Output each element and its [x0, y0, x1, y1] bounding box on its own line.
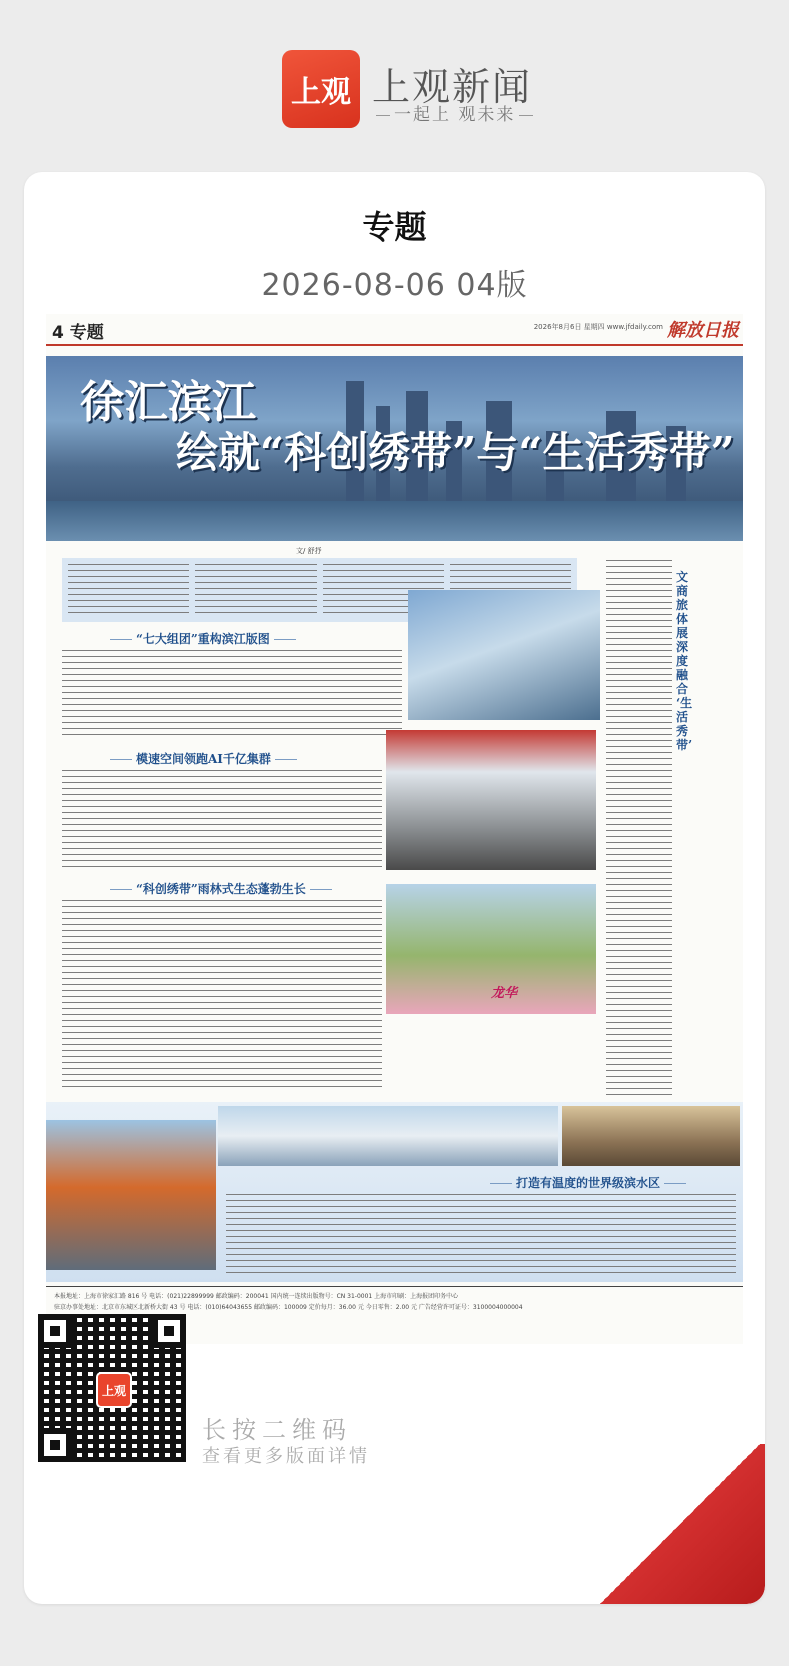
hero-photo	[46, 356, 743, 541]
subhead-4	[486, 1174, 690, 1191]
slogan-text: 一起上 观未来	[394, 105, 516, 125]
text-block	[62, 770, 382, 870]
text-block	[62, 650, 402, 740]
intro-text-column	[195, 564, 316, 616]
byline: 文/ 舒抒	[296, 547, 322, 555]
photo-riverside-crowd	[46, 1120, 216, 1270]
subhead-text: “七大组团”重构滨江版图	[136, 632, 270, 646]
subhead-1	[106, 630, 300, 647]
masthead-logo: 解放日报	[667, 320, 739, 341]
page-label: 4 专题	[52, 323, 104, 343]
subhead-text: 模速空间领跑AI千亿集群	[136, 752, 271, 766]
qr-hint-subtitle: 查看更多版面详情	[202, 1446, 370, 1467]
app-header	[0, 0, 789, 160]
paper-footer	[46, 1286, 743, 1317]
river	[46, 501, 743, 541]
app-name: 上观新闻	[372, 65, 533, 109]
app-logo-text: 上观	[291, 75, 351, 110]
app-logo	[282, 50, 360, 128]
qr-code[interactable]	[38, 1314, 186, 1462]
qr-finder	[38, 1428, 72, 1462]
rule	[490, 1183, 512, 1184]
intro-text-column	[68, 564, 189, 616]
photo-riverside-building	[218, 1106, 558, 1166]
edition-date: 2026-08-06 04版	[261, 268, 528, 303]
decorative-corner	[595, 1444, 765, 1604]
qr-finder	[152, 1314, 186, 1348]
rule	[310, 889, 332, 890]
rule	[664, 1183, 686, 1184]
subhead-text: 打造有温度的世界级滨水区	[516, 1176, 661, 1190]
subhead-text: “科创绣带”雨林式生态蓬勃生长	[136, 882, 306, 896]
headline-line2: 绘就“科创绣带”与“生活秀带”	[176, 428, 735, 477]
qr-hint-title: 长按二维码	[202, 1416, 352, 1444]
photo-waterfront-building	[408, 590, 600, 720]
footer-line: 本报地址：上海市徐家汇路 816 号 电话：(021)22899999 邮政编码：200041 国内统一连续出版物号：CN 31-0001 上海市印刷：上海报团印务中心	[54, 1293, 459, 1300]
photo-meeting	[562, 1106, 740, 1166]
rule	[110, 639, 132, 640]
right-text-column	[606, 560, 672, 1100]
app-slogan	[372, 100, 537, 125]
rule	[110, 889, 132, 890]
photo-outdoor-piano	[386, 730, 596, 870]
text-block	[62, 900, 382, 1090]
text-block	[226, 1194, 736, 1274]
rule	[110, 759, 132, 760]
section-title: 专题	[362, 208, 427, 246]
rule	[274, 639, 296, 640]
subhead-3	[106, 880, 336, 897]
qr-center-logo: 上观	[96, 1372, 132, 1408]
longhua-label: 龙华	[491, 986, 518, 1001]
newspaper-page-image[interactable]	[46, 314, 743, 1344]
page-card	[24, 172, 765, 1604]
side-title: 文商旅体展深度融合 ‘生活秀带’	[676, 570, 693, 752]
riverside-band	[46, 1102, 743, 1282]
footer-line: 驻京办事处地址：北京市东城区北新桥大街 43 号 电话：(010)64043655 邮政编码：100009 定价每月：36.00 元 今日零售：2.00 元 广告经营许可证号：3100004000004	[54, 1304, 523, 1311]
subhead-2	[106, 750, 301, 767]
qr-finder	[38, 1314, 72, 1348]
headline-line1: 徐汇滨江	[80, 377, 256, 428]
masthead-date: 2026年8月6日 星期四 www.jfdaily.com	[533, 323, 663, 331]
rule	[275, 759, 297, 760]
paper-header	[46, 314, 743, 346]
